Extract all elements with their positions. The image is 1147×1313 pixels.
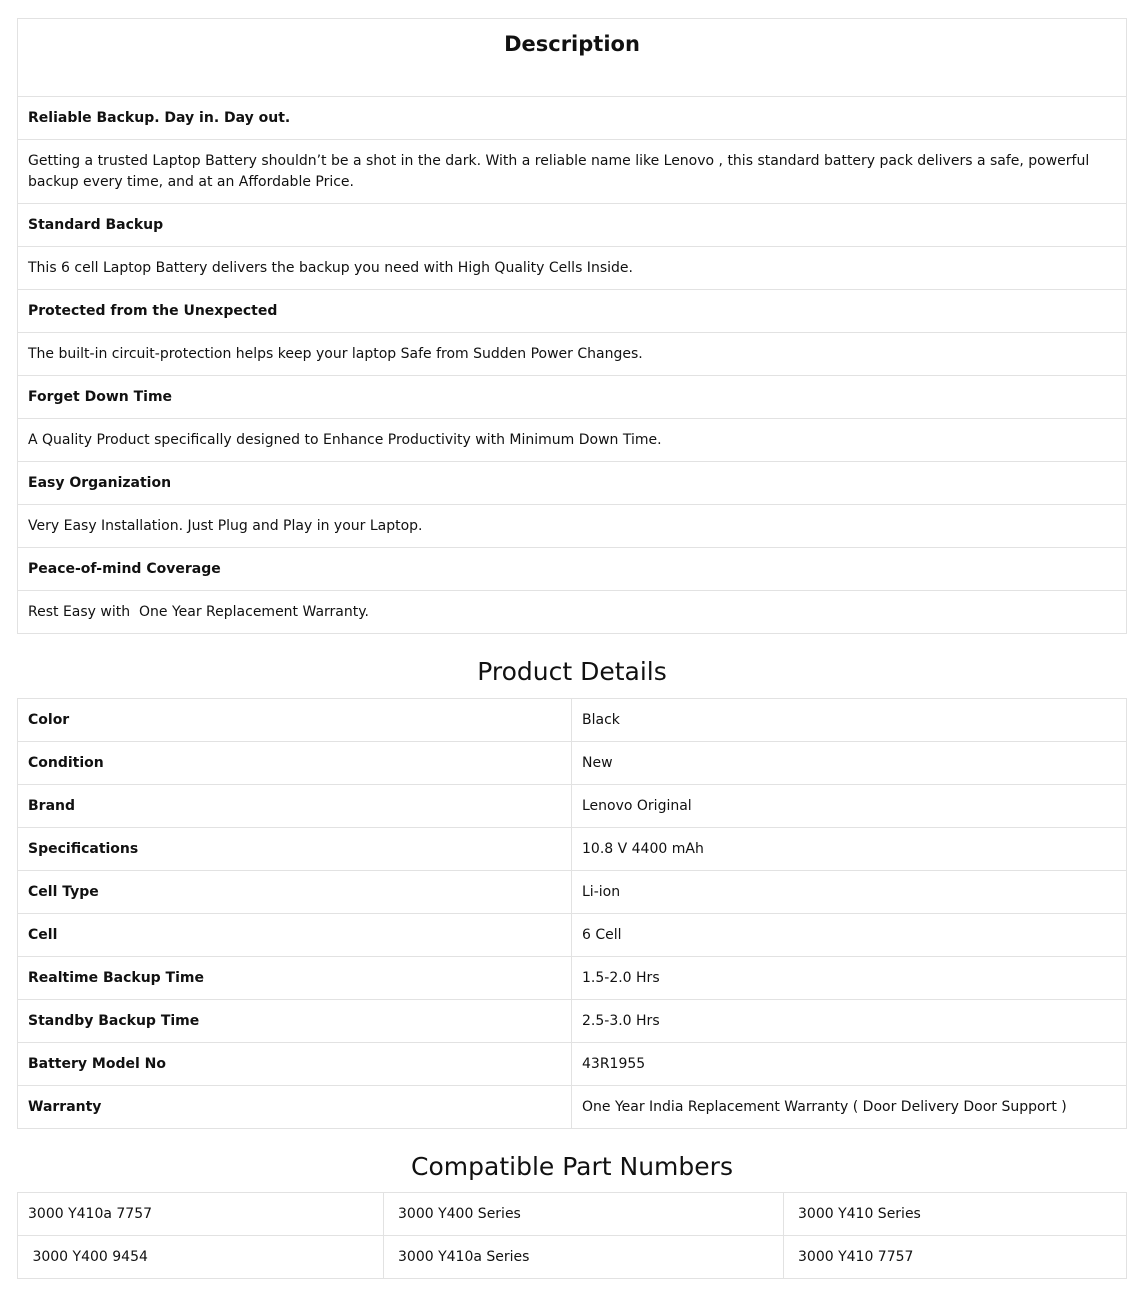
product-details-title: Product Details bbox=[477, 657, 667, 686]
description-heading: Reliable Backup. Day in. Day out. bbox=[18, 97, 1127, 140]
table-row bbox=[18, 742, 1127, 785]
detail-label: Cell Type bbox=[18, 871, 572, 914]
part-number: 3000 Y410a 7757 bbox=[18, 1193, 384, 1236]
description-heading: Easy Organization bbox=[18, 462, 1127, 505]
table-row bbox=[18, 1193, 1127, 1236]
part-number: 3000 Y400 9454 bbox=[18, 1236, 384, 1279]
product-description-page bbox=[17, 18, 1127, 1279]
detail-label: Condition bbox=[18, 742, 572, 785]
description-heading: Protected from the Unexpected bbox=[18, 290, 1127, 333]
description-table bbox=[17, 18, 1127, 634]
description-text: Very Easy Installation. Just Plug and Play in your Laptop. bbox=[18, 505, 1127, 548]
detail-label: Cell bbox=[18, 914, 572, 957]
description-heading: Peace-of-mind Coverage bbox=[18, 548, 1127, 591]
detail-label: Standby Backup Time bbox=[18, 1000, 572, 1043]
compatible-parts-title: Compatible Part Numbers bbox=[411, 1152, 733, 1181]
detail-label: Specifications bbox=[18, 828, 572, 871]
part-number: 3000 Y410a Series bbox=[384, 1236, 784, 1279]
table-row bbox=[18, 1236, 1127, 1279]
table-row bbox=[18, 957, 1127, 1000]
detail-value: 10.8 V 4400 mAh bbox=[572, 828, 1127, 871]
detail-value: 1.5-2.0 Hrs bbox=[572, 957, 1127, 1000]
description-title-cell bbox=[18, 19, 1127, 97]
part-number: 3000 Y400 Series bbox=[384, 1193, 784, 1236]
compatible-parts-table bbox=[17, 1192, 1127, 1279]
table-row bbox=[18, 1043, 1127, 1086]
table-row bbox=[18, 914, 1127, 957]
detail-value: 43R1955 bbox=[572, 1043, 1127, 1086]
detail-value: 6 Cell bbox=[572, 914, 1127, 957]
description-heading: Standard Backup bbox=[18, 204, 1127, 247]
detail-value: Li-ion bbox=[572, 871, 1127, 914]
description-text: Rest Easy with One Year Replacement Warranty. bbox=[18, 591, 1127, 634]
table-row bbox=[18, 828, 1127, 871]
detail-value: 2.5-3.0 Hrs bbox=[572, 1000, 1127, 1043]
detail-value: One Year India Replacement Warranty ( Door Delivery Door Support ) bbox=[572, 1086, 1127, 1129]
description-text: A Quality Product specifically designed to Enhance Productivity with Minimum Down Time. bbox=[18, 419, 1127, 462]
detail-label: Color bbox=[18, 699, 572, 742]
detail-label: Battery Model No bbox=[18, 1043, 572, 1086]
detail-value: Lenovo Original bbox=[572, 785, 1127, 828]
description-text: The built-in circuit-protection helps keep your laptop Safe from Sudden Power Changes. bbox=[18, 333, 1127, 376]
part-number: 3000 Y410 Series bbox=[784, 1193, 1127, 1236]
table-row bbox=[18, 871, 1127, 914]
description-text: Getting a trusted Laptop Battery shouldn’t be a shot in the dark. With a reliable name like Lenovo , this standard battery pack delivers a safe, powerful backup every time, and at an Affordable Price. bbox=[18, 140, 1127, 204]
table-row bbox=[18, 1086, 1127, 1129]
detail-label: Brand bbox=[18, 785, 572, 828]
product-details-table bbox=[17, 698, 1127, 1129]
detail-label: Warranty bbox=[18, 1086, 572, 1129]
description-title: Description bbox=[504, 31, 640, 56]
detail-value: New bbox=[572, 742, 1127, 785]
detail-value: Black bbox=[572, 699, 1127, 742]
table-row bbox=[18, 785, 1127, 828]
table-row bbox=[18, 699, 1127, 742]
table-row bbox=[18, 1000, 1127, 1043]
detail-label: Realtime Backup Time bbox=[18, 957, 572, 1000]
description-heading: Forget Down Time bbox=[18, 376, 1127, 419]
part-number: 3000 Y410 7757 bbox=[784, 1236, 1127, 1279]
description-text: This 6 cell Laptop Battery delivers the backup you need with High Quality Cells Inside. bbox=[18, 247, 1127, 290]
